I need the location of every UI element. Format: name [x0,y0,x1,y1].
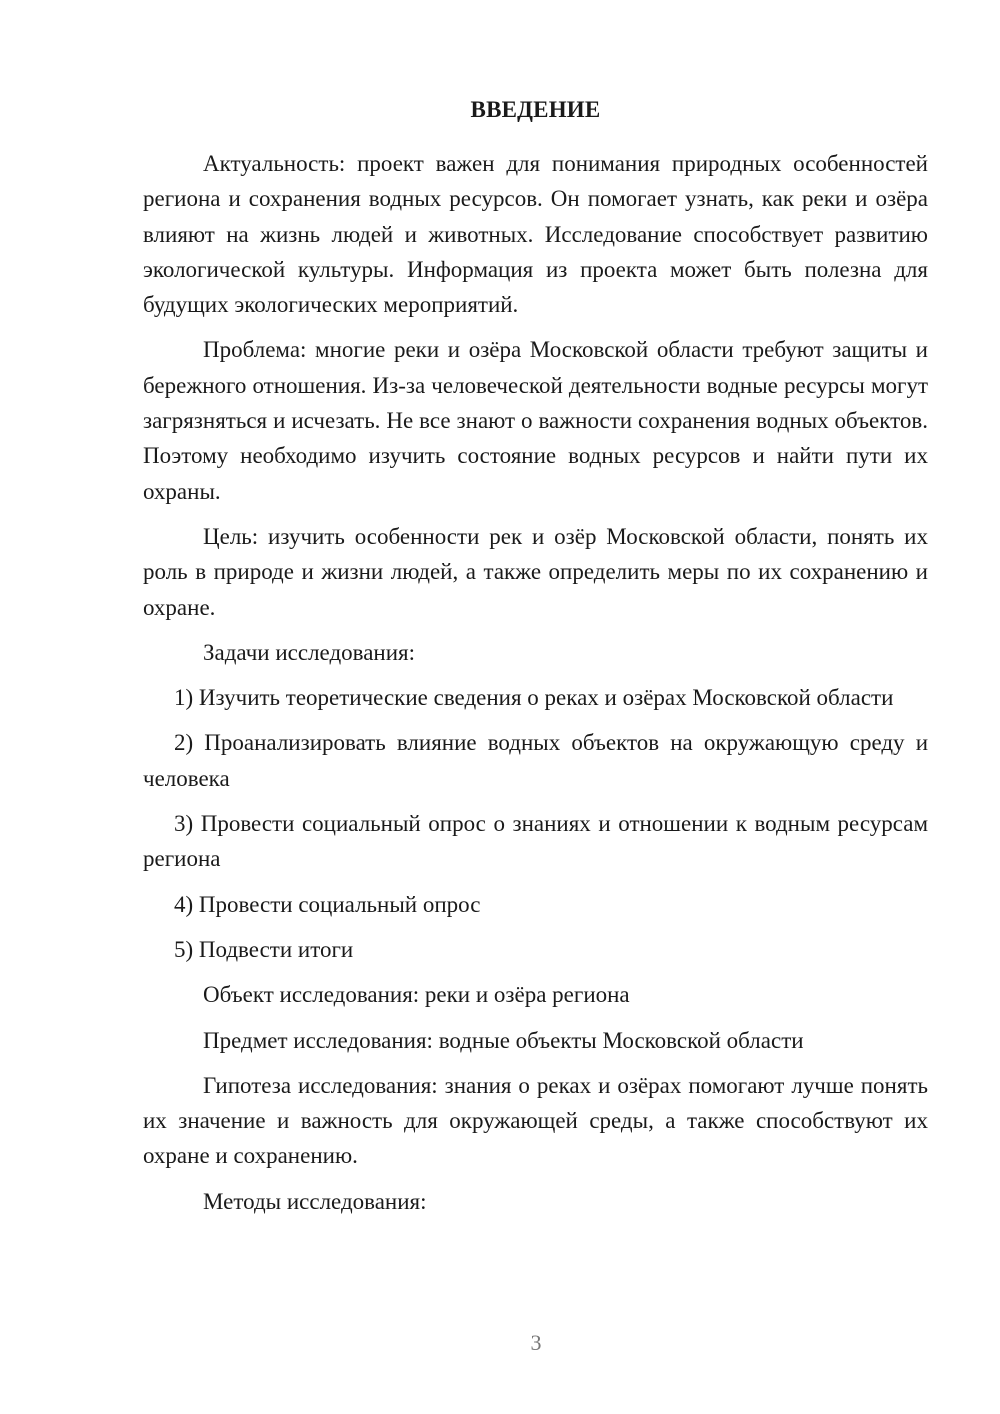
subject-paragraph: Предмет исследования: водные объекты Московской области [203,1027,804,1053]
object-paragraph: Объект исследования: реки и озёра региона [203,982,630,1008]
document-body [143,92,928,1229]
hypothesis-paragraph: Гипотеза исследования: знания о реках и озёрах помогают лучше понять их значение и важность для окружающей среды, а также способствуют их охране и сохранению. [143,1072,928,1169]
tasks-heading: Задачи исследования: [203,639,416,665]
list-item: 4) Провести социальный опрос [174,891,481,917]
list-item: 1) Изучить теоретические сведения о реках и озёрах Московской области [174,685,894,711]
list-item: 3) Провести социальный опрос о знаниях и отношении к водным ресурсам региона [143,811,928,872]
list-item: 2) Проанализировать влияние водных объектов на окружающую среду и человека [143,730,928,791]
problem-paragraph: Проблема: многие реки и озёра Московской области требуют защиты и бережного отношения. Из-за человеческой деятельности водные ресурсы могут загрязняться и исчезать. Не все знают о важности сохранения водных объектов. Поэтому необходимо изучить состояние водных ресурсов и найти пути их охраны. [143,337,928,504]
relevance-paragraph: Актуальность: проект важен для понимания природных особенностей региона и сохранения водных ресурсов. Он помогает узнать, как реки и озёра влияют на жизнь людей и животных. Исследование способствует развитию экологической культуры. Информация из проекта может быть полезна для будущих экологических мероприятий. [143,151,928,318]
methods-heading: Методы исследования: [203,1188,427,1214]
goal-paragraph: Цель: изучить особенности рек и озёр Московской области, понять их роль в природе и жизни людей, а также определить меры по их сохранению и охране. [143,523,928,620]
section-title: ВВЕДЕНИЕ [470,97,601,122]
page-number: 3 [530,1330,542,1355]
list-item: 5) Подвести итоги [174,936,354,962]
tasks-list [143,680,928,967]
